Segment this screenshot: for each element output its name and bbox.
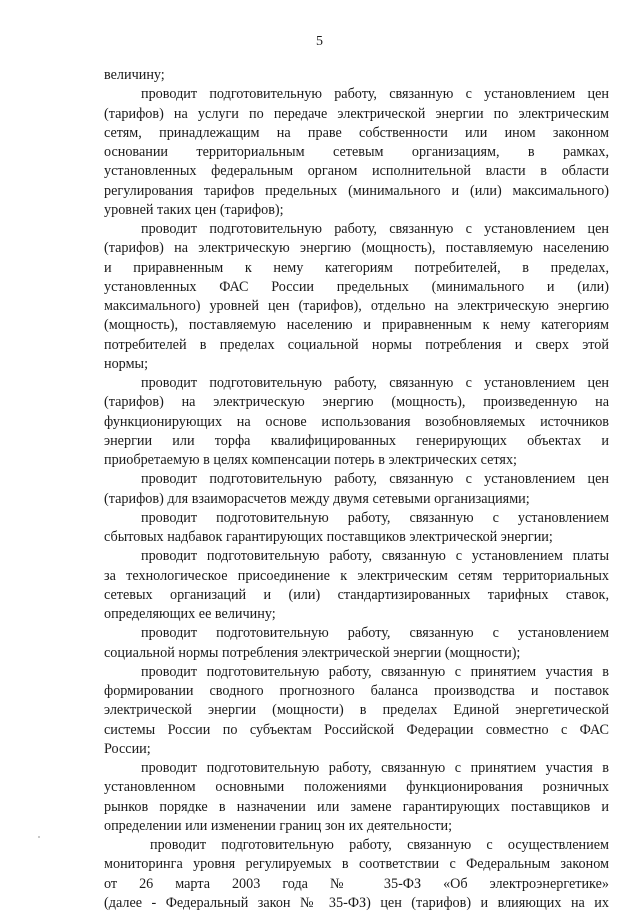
text-line: регулирования тарифов предельных (минимального и (или) максимального) [104,182,609,199]
text-line: (тарифов) для взаиморасчетов между двумя сетевыми организациями; [104,490,530,507]
text-line: определении или изменении границ зон их деятельности; [104,817,453,834]
text-line: (тарифов) на электрическую энергию (мощность), поставляемую населению [104,240,609,257]
text-line: (тарифов) на электрическую энергию (мощность), произведенную на [104,394,609,411]
text-line: за технологическое присоединение к электрическим сетям территориальных [104,567,609,584]
text-line: проводит подготовительную работу, связанную с принятием участия в [141,760,609,776]
text-line: сетям, принадлежащим на праве собственности или ином законном [104,124,609,141]
text-line: проводит подготовительную работу, связанную с принятием участия в [141,663,609,680]
text-line: величину; [104,67,165,83]
text-line: потребителей в пределах социальной нормы потребления и сверх этой [104,336,609,353]
text-line: социальной нормы потребления электрической энергии (мощности); [104,644,521,661]
text-line: проводит подготовительную работу, связанную с установлением [141,625,609,642]
text-line: энергии или торфа квалифицированных генерирующих объектах и [104,432,609,449]
text-line: сбытовых надбавок гарантирующих поставщиков электрической энергии; [104,529,553,545]
text-line: определяющих ее величину; [104,606,276,622]
text-line: основании территориальным сетевым организациям, в рамках, [104,144,609,160]
text-line: установленных ФАС России предельных (минимального и (или) [104,278,609,295]
text-line: рынков порядке в назначении или замене гарантирующих поставщиков и [104,798,609,815]
text-line: проводит подготовительную работу, связанную с установлением цен [141,221,609,237]
text-line: проводит подготовительную работу, связанную с установлением [141,509,609,526]
text-line: (мощность), поставляемую населению и приравненным к нему категориям [104,317,609,334]
text-line: уровней таких цен (тарифов); [104,201,284,218]
text-line: проводит подготовительную работу, связанную с установлением цен [141,86,609,103]
text-line: России; [104,740,151,757]
text-line: нормы; [104,355,149,372]
text-line: (тарифов) на услуги по передаче электрической энергии по электрическим [104,105,609,122]
text-line: проводит подготовительную работу, связанную с установлением цен [141,375,609,391]
text-line: и приравненным к нему категориям потребителей, в пределах, [104,259,609,276]
text-line: проводит подготовительную работу, связанную с установлением цен [141,471,609,488]
text-line: проводит подготовительную работу, связанную с установлением платы [141,548,609,565]
page-number: 5 [316,34,323,49]
text-line: проводит подготовительную работу, связанную с осуществлением [150,837,609,853]
document-body [104,66,609,913]
text-line: установленном основными положениями функционирования розничных [104,779,609,796]
text-line: формировании сводного прогнозного баланса производства и поставок [104,683,609,699]
text-line: функционирующих на основе использования возобновляемых источников [104,413,609,430]
scan-artifact [38,836,40,838]
text-line: от 26 марта 2003 года № 35-ФЗ «Об электроэнергетике» [104,875,609,892]
text-line: максимального) уровней цен (тарифов), отдельно на электрическую энергию [104,298,609,314]
text-line: приобретаемую в целях компенсации потерь в электрических сетях; [104,452,517,468]
text-line: электрической энергии (мощности) в пределах Единой энергетической [104,702,609,719]
text-line: установленных федеральным органом исполнительной власти в области [104,163,609,180]
text-line: (далее - Федеральный закон № 35-ФЗ) цен (тарифов) и влияющих на их [104,894,609,911]
text-line: мониторинга уровня регулируемых в соответствии с Федеральным законом [104,856,609,873]
text-line: системы России по субъектам Российской Федерации совместно с ФАС [104,721,609,738]
text-line: сетевых организаций и (или) стандартизированных тарифных ставок, [104,586,609,603]
